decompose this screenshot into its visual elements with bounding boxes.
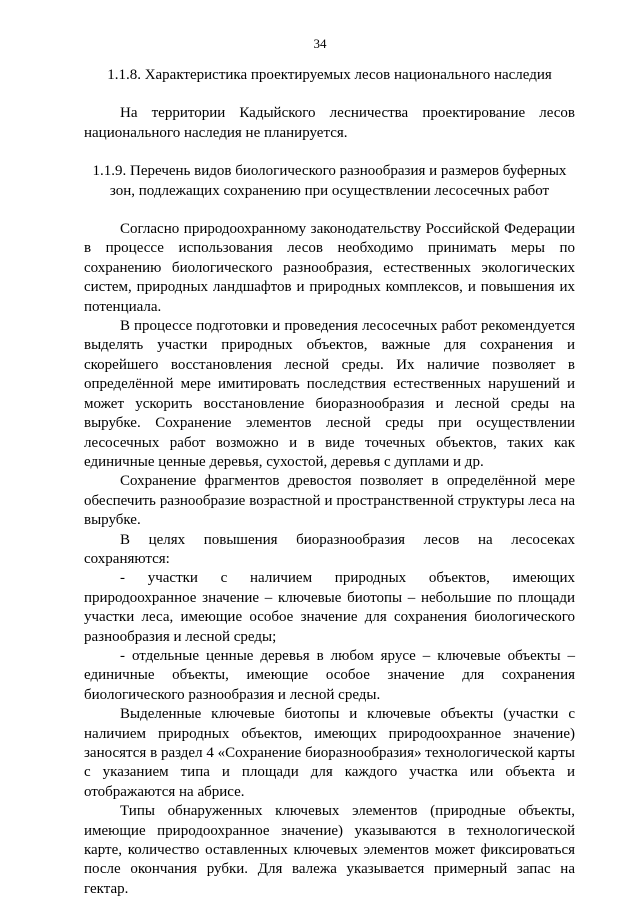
section-heading-1-1-8: 1.1.8. Характеристика проектируемых лесов национального наследия [107,67,552,83]
paragraph: Выделенные ключевые биотопы и ключевые объекты (участки с наличием природных объектов, имеющих природоохранное значение) заносятся в раздел 4 «Сохранение биоразнообразия» технологической карты с указанием типа и площади для каждого участка или объекта и отображаются на абрисе. [84,706,575,800]
paragraph: На территории Кадыйского лесничества проектирование лесов национального наследия не планируется. [84,105,575,141]
paragraph: В процессе подготовки и проведения лесосечных работ рекомендуется выделять участки природных объектов, важные для сохранения и скорейшего восстановления лесной среды. Их наличие позволяет в определённой мере имитировать последствия естественных нарушений и может ускорить восстановление биоразнообразия и лесной среды на вырубке. Сохранение элементов лесной среды при осуществлении лесосечных работ возможно и в виде точечных объектов, таких как единичные ценные деревья, сухостой, деревья с дуплами и др. [84,318,575,470]
list-item: - отдельные ценные деревья в любом ярусе – ключевые объекты – единичные объекты, имеющие особое значение для сохранения биологического разнообразия и лесной среды. [84,647,575,703]
list-item: - участки с наличием природных объектов, имеющих природоохранное значение – ключевые биотопы – небольшие по площади участки леса, имеющие особое значение для сохранения биологического разнообразия и лесной среды; [84,570,575,645]
page-number: 34 [313,36,327,51]
paragraph: Согласно природоохранному законодательству Российской Федерации в процессе использования лесов необходимо принимать меры по сохранению биологического разнообразия, естественных экологических систем, природных ландшафтов и природных комплексов, и повышения их потенциала. [84,221,575,315]
paragraph: Сохранение фрагментов древостоя позволяет в определённой мере обеспечить разнообразие возрастной и пространственной структуры леса на вырубке. [84,473,575,529]
paragraph: В целях повышения биоразнообразия лесов на лесосеках сохраняются: [84,531,575,567]
page-content [84,66,575,899]
section-heading-1-1-9: 1.1.9. Перечень видов биологического разнообразия и размеров буферных зон, подлежащих сохранению при осуществлении лесосечных работ [92,163,567,199]
paragraph: Типы обнаруженных ключевых элементов (природные объекты, имеющие природоохранное значение) указываются в технологической карте, количество оставленных ключевых элементов может фиксироваться после окончания рубки. Для валежа указывается примерный запас на гектар. [84,803,575,897]
